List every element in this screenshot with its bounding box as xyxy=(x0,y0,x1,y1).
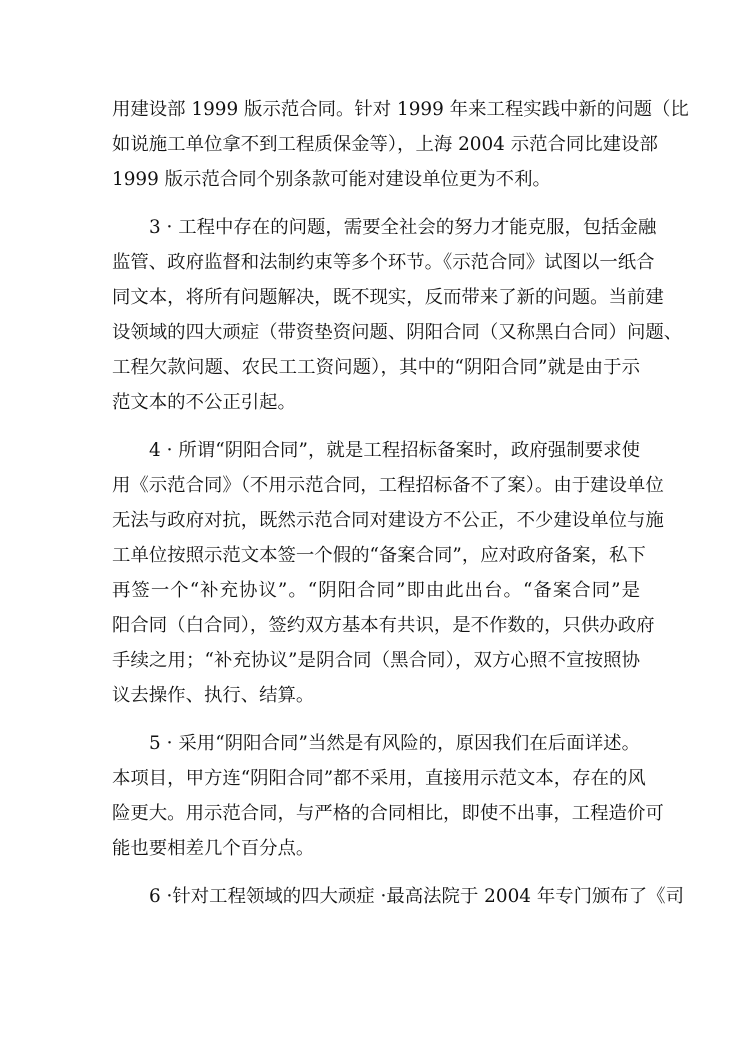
text-line: 工程欠款问题、农民工工资问题），其中的“阴阳合同”就是由于示 xyxy=(112,357,640,378)
text-line: 3 · 工程中存在的问题，需要全社会的努力才能克服，包括金融 xyxy=(149,217,657,238)
text-line: 6 ·针对工程领域的四大顽症 ·最高法院于 2004 年专门颁布了《司 xyxy=(149,886,684,907)
text-line: 4 · 所谓“阴阳合同”，就是工程招标备案时，政府强制要求使 xyxy=(149,440,640,461)
text-line: 5 · 采用“阴阳合同”当然是有风险的，原因我们在后面详述。 xyxy=(149,733,640,754)
paragraph-3 xyxy=(112,433,664,713)
text-line: 手续之用；“补充协议”是阴合同（黑合同），双方心照不宣按照协 xyxy=(112,650,640,671)
paragraph-2 xyxy=(112,210,683,420)
text-line: 能也要相差几个百分点。 xyxy=(112,838,315,859)
text-line: 本项目，甲方连“阴阳合同”都不采用，直接用示范文本，存在的风 xyxy=(112,768,646,789)
text-line: 用《示范合同》（不用示范合同，工程招标备不了案）。由于建设单位 xyxy=(112,475,664,496)
text-line: 阳合同（白合同），签约双方基本有共识，是不作数的，只供办政府 xyxy=(112,615,655,636)
text-line: 无法与政府对抗，既然示范合同对建设方不公正，不少建设单位与施 xyxy=(112,510,664,531)
text-line: 用建设部 1999 版示范合同。针对 1999 年来工程实践中新的问题（比 xyxy=(112,99,689,120)
text-line: 议去操作、执行、结算。 xyxy=(112,685,315,706)
text-line: 工单位按照示范文本签一个假的“备案合同”，应对政府备案，私下 xyxy=(112,545,646,566)
text-line: 1999 版示范合同个别条款可能对建设单位更为不利。 xyxy=(112,169,551,190)
text-line: 险更大。用示范合同，与严格的合同相比，即使不出事，工程造价可 xyxy=(112,803,664,824)
paragraph-1 xyxy=(112,92,689,197)
document-body xyxy=(112,92,689,927)
text-line: 范文本的不公正引起。 xyxy=(112,392,296,413)
text-line: 设领域的四大顽症（带资垫资问题、阴阳合同（又称黑白合同）问题、 xyxy=(112,322,683,343)
text-line: 监管、政府监督和法制约束等多个环节。《示范合同》试图以一纸合 xyxy=(112,252,655,273)
paragraph-4 xyxy=(112,726,664,866)
text-line: 如说施工单位拿不到工程质保金等），上海 2004 示范合同比建设部 xyxy=(112,134,658,155)
paragraph-5 xyxy=(112,879,684,914)
text-line: 再签一个“补充协议”。“阴阳合同”即由此出台。“备案合同”是 xyxy=(112,580,640,601)
text-line: 同文本，将所有问题解决，既不现实，反而带来了新的问题。当前建 xyxy=(112,287,664,308)
